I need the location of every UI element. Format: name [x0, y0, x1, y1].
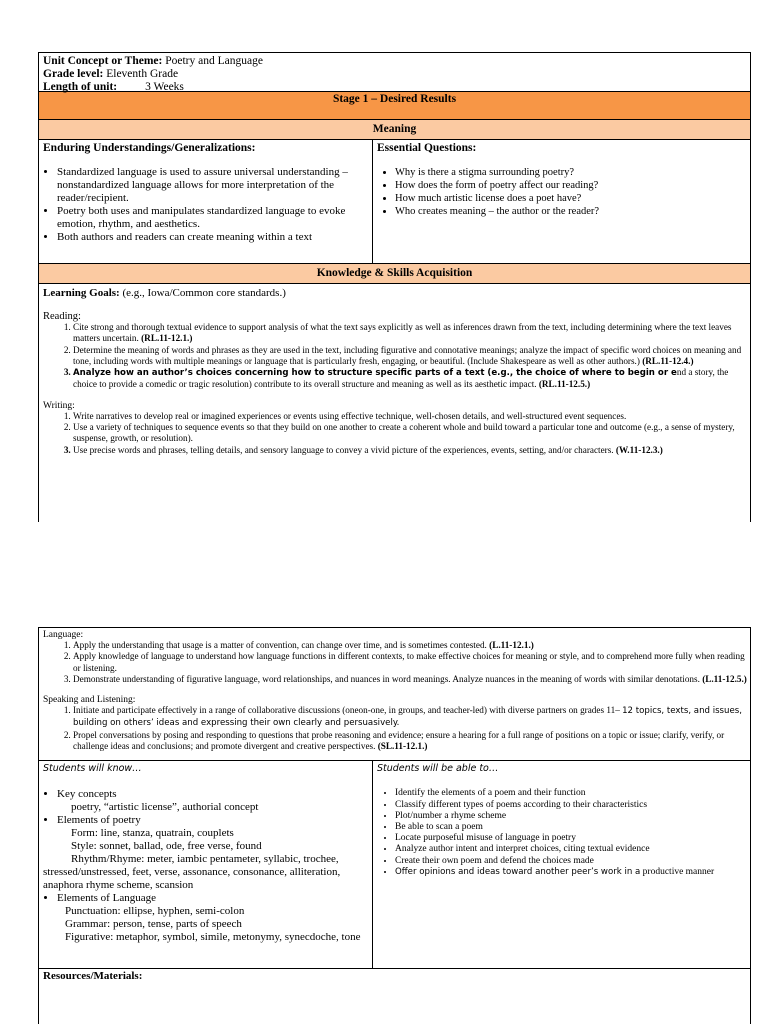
meaning-row — [39, 140, 750, 264]
list-item: • Locate purposeful misuse of language in poetry — [395, 833, 746, 844]
understandings-title: Enduring Understandings/Generalizations: — [43, 142, 256, 154]
list-item: 2. Apply knowledge of language to understand how language functions in different contexts, to make effective choices for meaning or style, and to comprehend more fully when reading or listening. — [73, 651, 750, 674]
list-item: 1. Write narratives to develop real or imagined experiences or events using effective technique, well-chosen details, and well-structured event sequences. — [73, 411, 750, 422]
learning-goals — [39, 284, 750, 299]
reading-list — [39, 322, 750, 391]
able-title: Students will be able to… — [377, 763, 499, 775]
unit-plan-page-2 — [38, 627, 751, 1024]
list-item: 1. Initiate and participate effectively in a range of collaborative discussions (oneon-one, in groups, and teacher-led) with diverse partners on grades 11– 12 topics, texts, and issues, building on others’ ideas and expressing their own clearly and persuasively. — [73, 705, 750, 730]
unit-value: Poetry and Language — [165, 55, 263, 67]
understandings-list — [43, 166, 368, 244]
know-cell — [39, 761, 373, 968]
speaking-label: Speaking and Listening: — [43, 695, 136, 706]
writing-list — [39, 411, 750, 456]
list-item: • Why is there a stigma surrounding poetry? — [395, 166, 746, 179]
length-value: 3 Weeks — [145, 81, 184, 93]
grade-value: Eleventh Grade — [106, 68, 179, 80]
list-item: 3. Analyze how an author’s choices concerning how to structure specific parts of a text (e.g., the choice of where to begin or end a story, the choice to provide a comedic or tragic resolution) contribute to its overall structure and meaning as well as its aesthetic impact. (RL.11-12.5.) — [73, 367, 750, 391]
learning-goals-label: Learning Goals: — [43, 287, 120, 299]
resources-label: Resources/Materials: — [43, 970, 143, 983]
list-item: • Elements of Language Punctuation: ellipse, hyphen, semi-colon Grammar: person, tense, parts of speech Figurative: metaphor, symbol, simile, metonymy, synecdoche, tone — [57, 892, 368, 944]
list-item: • Elements of poetry Form: line, stanza, quatrain, couplets Style: sonnet, ballad, ode, free verse, found Rhythm/Rhyme: meter, iambic pentameter, syllabic, trochee, stressed/unstressed, feet, verse, assonance, consonance, alliteration, anaphora rhyme scheme, scansion — [57, 814, 368, 892]
understandings-cell — [39, 140, 373, 263]
list-item: • Who creates meaning – the author or the reader? — [395, 205, 746, 218]
list-item: 1. Apply the understanding that usage is a matter of convention, can change over time, and is sometimes contested. (L.11-12.1.) — [73, 640, 750, 651]
questions-list — [377, 166, 746, 218]
unit-plan-page-1 — [38, 52, 751, 522]
reading-label: Reading: — [43, 311, 81, 322]
list-item: 3. Demonstrate understanding of figurative language, word relationships, and nuances in word meanings. Analyze nuances in the meaning of words with similar denotations. (L.11-12.5.) — [73, 674, 750, 685]
ksa-heading: Knowledge & Skills Acquisition — [39, 264, 750, 284]
know-list — [43, 788, 368, 944]
list-item: 1. Cite strong and thorough textual evidence to support analysis of what the text says explicitly as well as inferences drawn from the text, including determining where the text leaves matters uncertain. (RL.11-12.1.) — [73, 322, 750, 345]
questions-title: Essential Questions: — [377, 142, 477, 154]
know-able-row — [39, 760, 750, 969]
list-item: • How much artistic license does a poet have? — [395, 192, 746, 205]
stage1-heading: Stage 1 – Desired Results — [39, 92, 750, 120]
length-label: Length of unit: — [43, 81, 118, 93]
list-item: • Standardized language is used to assure universal understanding – nonstandardized language allows for more interpretation of the reader/recipient. — [57, 166, 368, 205]
list-item: • Analyze author intent and interpret choices, citing textual evidence — [395, 844, 746, 855]
language-list — [39, 640, 750, 685]
list-item: • Identify the elements of a poem and their function — [395, 788, 746, 799]
learning-goals-note: (e.g., Iowa/Common core standards.) — [122, 287, 286, 299]
list-item: • Plot/number a rhyme scheme — [395, 811, 746, 822]
list-item: 2. Propel conversations by posing and responding to questions that probe reasoning and evidence; ensure a hearing for a full range of positions on a topic or issue; clarify, verify, or challenge ideas and conclusions; and promote divergent and creative perspectives. (SL.11-12.1.) — [73, 730, 750, 753]
list-item: • Classify different types of poems according to their characteristics — [395, 800, 746, 811]
language-label: Language: — [43, 630, 84, 640]
list-item: • How does the form of poetry affect our reading? — [395, 179, 746, 192]
able-cell — [373, 761, 750, 968]
writing-label: Writing: — [43, 400, 75, 411]
speaking-list — [39, 705, 750, 752]
questions-cell — [373, 140, 750, 263]
list-item: 2. Use a variety of techniques to sequence events so that they build on one another to create a coherent whole and build toward a particular tone and outcome (e.g., a sense of mystery, suspense, growth, or resolution). — [73, 422, 750, 445]
list-item: • Both authors and readers can create meaning within a text — [57, 231, 368, 244]
grade-label: Grade level: — [43, 68, 104, 80]
list-item: 2. Determine the meaning of words and phrases as they are used in the text, including figurative and connotative meanings; analyze the impact of specific word choices on meaning and tone, including words with multiple meanings or language that is particularly fresh, engaging, or beautiful. (Include Shakespeare as well as other authors.) (RL.11-12.4.) — [73, 345, 750, 368]
list-item: • Be able to scan a poem — [395, 822, 746, 833]
know-title: Students will know… — [43, 763, 142, 775]
list-item: • Poetry both uses and manipulates standardized language to evoke emotion, rhythm, and aesthetics. — [57, 205, 368, 231]
meaning-heading: Meaning — [39, 120, 750, 140]
list-item: • Key concepts poetry, “artistic license”, authorial concept — [57, 788, 368, 814]
list-item: • Create their own poem and defend the choices made — [395, 856, 746, 867]
list-item: 3. Use precise words and phrases, telling details, and sensory language to convey a vivid picture of the experiences, events, setting, and/or characters. (W.11-12.3.) — [73, 445, 750, 456]
unit-label: Unit Concept or Theme: — [43, 55, 163, 67]
unit-header — [39, 53, 750, 92]
able-list — [377, 788, 746, 878]
list-item: • Offer opinions and ideas toward another peer’s work in a productive manner — [395, 867, 746, 878]
